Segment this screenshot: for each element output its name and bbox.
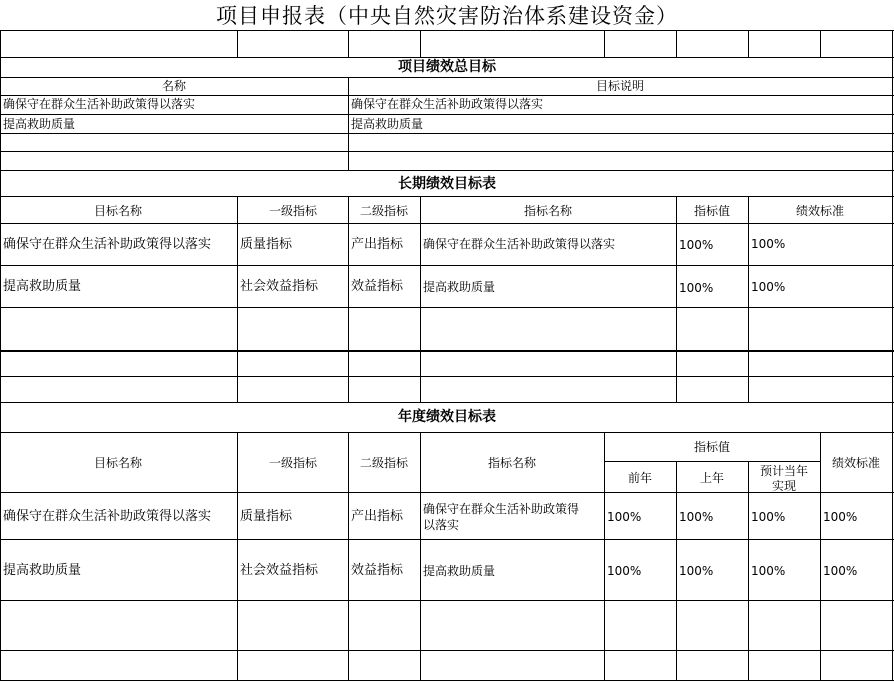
an-row-indicator-line2: 以落实 — [423, 518, 460, 532]
an-header-level1: 一级指标 — [268, 456, 318, 470]
grid-line — [0, 30, 1, 681]
an-row-indicator-line1: 确保守在群众生活补助政策得 — [423, 502, 580, 516]
an-header-value: 指标值 — [693, 440, 731, 454]
grid-line — [0, 376, 894, 377]
lt-header-level1: 一级指标 — [268, 204, 318, 218]
lt-header-level2: 二级指标 — [359, 204, 409, 218]
an-header-expected-line1: 预计当年 — [759, 464, 809, 478]
lt-row-level1: 社会效益指标 — [240, 279, 319, 294]
grid-line — [0, 600, 894, 601]
an-row-prev1: 100% — [679, 510, 714, 524]
grid-line — [0, 680, 894, 681]
lt-header-standard: 绩效标准 — [795, 204, 845, 218]
grid-line — [0, 170, 894, 171]
grid-line — [0, 95, 894, 96]
an-row-standard: 100% — [823, 510, 858, 524]
lt-row-indicator: 确保守在群众生活补助政策得以落实 — [423, 237, 616, 251]
lt-row-goal: 确保守在群众生活补助政策得以落实 — [3, 237, 212, 252]
total-goal-row-desc: 提高救助质量 — [351, 117, 424, 131]
lt-header-goal: 目标名称 — [93, 204, 143, 218]
an-row-level2: 产出指标 — [351, 509, 404, 524]
grid-line — [0, 650, 894, 651]
an-row-level2: 效益指标 — [351, 563, 404, 578]
grid-line — [0, 133, 894, 134]
an-row-level1: 社会效益指标 — [240, 563, 319, 578]
grid-line — [676, 196, 677, 402]
total-goal-heading: 项目绩效总目标 — [398, 59, 496, 75]
total-goal-row-name: 确保守在群众生活补助政策得以落实 — [3, 97, 196, 111]
an-row-level1: 质量指标 — [240, 509, 293, 524]
an-row-prev2: 100% — [607, 510, 642, 524]
grid-line — [604, 461, 820, 462]
grid-line — [820, 30, 821, 57]
lt-row-value: 100% — [679, 238, 714, 252]
lt-header-indicator: 指标名称 — [523, 204, 573, 218]
an-header-level2: 二级指标 — [359, 456, 409, 470]
grid-line — [0, 151, 894, 152]
grid-line — [348, 77, 349, 170]
total-goal-col-desc: 目标说明 — [595, 79, 645, 93]
an-row-expected: 100% — [751, 564, 786, 578]
grid-line — [676, 30, 677, 57]
grid-line — [237, 196, 238, 402]
an-row-indicator-line1: 提高救助质量 — [423, 564, 496, 578]
lt-header-value: 指标值 — [693, 204, 731, 218]
an-header-indicator: 指标名称 — [487, 456, 537, 470]
grid-line — [0, 114, 894, 115]
grid-line — [0, 77, 894, 78]
grid-line — [0, 30, 894, 31]
an-header-standard: 绩效标准 — [831, 456, 881, 470]
grid-line — [237, 30, 238, 57]
grid-line — [0, 350, 894, 352]
lt-row-level1: 质量指标 — [240, 237, 293, 252]
an-row-standard: 100% — [823, 564, 858, 578]
an-row-prev1: 100% — [679, 564, 714, 578]
lt-row-standard: 100% — [751, 237, 786, 251]
grid-line — [237, 432, 238, 681]
an-header-prev1: 上年 — [699, 471, 725, 485]
grid-line — [420, 196, 421, 402]
grid-line — [0, 402, 894, 403]
an-row-goal: 提高救助质量 — [3, 563, 82, 578]
grid-line — [348, 432, 349, 681]
grid-line — [604, 432, 605, 681]
grid-line — [420, 30, 421, 57]
total-goal-col-name: 名称 — [161, 79, 187, 93]
lt-row-goal: 提高救助质量 — [3, 279, 82, 294]
grid-line — [0, 307, 894, 308]
lt-row-indicator: 提高救助质量 — [423, 280, 496, 294]
total-goal-row-name: 提高救助质量 — [3, 117, 76, 131]
grid-line — [748, 196, 749, 402]
grid-line — [0, 196, 894, 197]
an-row-expected: 100% — [751, 510, 786, 524]
grid-line — [0, 432, 894, 433]
lt-row-value: 100% — [679, 281, 714, 295]
grid-line — [676, 461, 677, 681]
lt-row-level2: 效益指标 — [351, 279, 404, 294]
grid-line — [748, 461, 749, 681]
grid-line — [0, 492, 894, 493]
an-row-prev2: 100% — [607, 564, 642, 578]
grid-line — [892, 30, 893, 681]
grid-line — [604, 30, 605, 57]
grid-line — [0, 223, 894, 224]
an-header-expected-line2: 实现 — [771, 479, 797, 493]
grid-line — [0, 265, 894, 266]
total-goal-row-desc: 确保守在群众生活补助政策得以落实 — [351, 97, 544, 111]
grid-line — [420, 432, 421, 681]
lt-row-level2: 产出指标 — [351, 237, 404, 252]
long-term-heading: 长期绩效目标表 — [398, 176, 496, 192]
an-row-goal: 确保守在群众生活补助政策得以落实 — [3, 509, 212, 524]
grid-line — [348, 30, 349, 57]
grid-line — [0, 57, 894, 58]
lt-row-standard: 100% — [751, 280, 786, 294]
grid-line — [748, 30, 749, 57]
an-header-prev2: 前年 — [627, 471, 653, 485]
an-header-goal: 目标名称 — [93, 456, 143, 470]
annual-heading: 年度绩效目标表 — [398, 409, 496, 425]
grid-line — [0, 539, 894, 540]
sheet-title: 项目申报表（中央自然灾害防治体系建设资金） — [216, 4, 678, 28]
grid-line — [820, 432, 821, 681]
grid-line — [348, 196, 349, 402]
